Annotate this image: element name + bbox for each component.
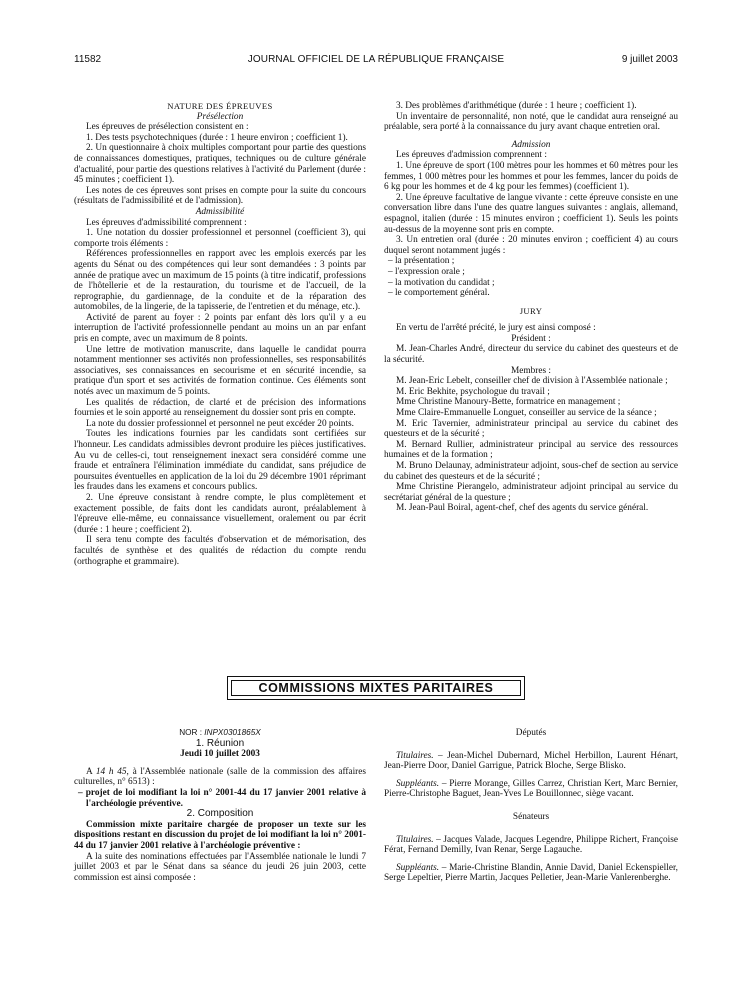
subheading-admissibilite: Admissibilité (195, 206, 245, 217)
paragraph (384, 779, 678, 800)
heading-composition: 2. Composition (186, 808, 254, 820)
senateurs-suppleants: – Marie-Christine Blandin, Annie David, Daniel Eckenspieller, Serge Lepeltier, Pierre Martin, Jacques Pelletier, Jean-Marie Vanlerenberghe. (384, 862, 678, 884)
nor-reference (74, 728, 366, 739)
list-item: – la présentation ; (388, 256, 455, 267)
paragraph: En vertu de l'arrêté précité, le jury est ainsi composé : (396, 323, 596, 334)
reunion-time: 14 h 45 (95, 766, 127, 777)
paragraph: Les épreuves d'admission comprennent : (396, 150, 547, 161)
paragraph: Une lettre de motivation manuscrite, dans laquelle le candidat pourra notamment mentionner ses activités non professionnelles, ses responsabilités associatives, ses connaissances en secourisme et en sécurité incendie, sa pratique d'un sport et ses activités de formation continue. Ces éléments sont notés avec un maximum de 5 points. (74, 344, 366, 398)
paragraph: Les qualités de rédaction, de clarté et de précision des informations fournies et le soin apporté au renseignement du dossier sont pris en compte. (74, 397, 366, 419)
section-heading-nature: NATURE DES ÉPREUVES (167, 101, 273, 111)
paragraph: Un inventaire de personnalité, non noté, que le candidat aura renseigné au préalable, sera porté à la connaissance du jury avant chaque entretien oral. (384, 111, 678, 133)
label-membres: Membres : (510, 365, 552, 376)
member-entry: Mme Christine Pierangelo, administrateur adjoint principal au service du secrétariat général de la questure ; (384, 482, 678, 503)
column-right-bottom (384, 728, 678, 884)
list-item: – le comportement général. (388, 288, 490, 299)
deputes-suppleants: – Pierre Morange, Gilles Carrez, Christian Kert, Marc Bernier, Pierre-Christophe Baguet, Jean-Yves Le Bouillonnec, siège vacant. (384, 778, 678, 800)
paragraph: Commission mixte paritaire chargée de proposer un texte sur les dispositions restant en discussion du projet de loi modifiant la loi n° 2001-44 du 17 janvier 2001 relative à l'archéologie préventive : (74, 819, 366, 851)
issue-date: 9 juillet 2003 (621, 54, 678, 65)
column-right-top (384, 101, 678, 514)
paragraph: 1. Une épreuve de sport (100 mètres pour les hommes et 60 mètres pour les femmes, 1 000 mètres pour les hommes et pour les femmes, lancer du poids de 6 kg pour les hommes et de 4 kg pour les femmes) (coefficient 1). (384, 160, 678, 193)
section-heading-jury: JURY (519, 305, 543, 316)
subheading-preselection: Présélection (196, 111, 244, 122)
column-left-bottom (74, 728, 366, 883)
paragraph: Activité de parent au foyer : 2 points par enfant dès lors qu'il y a eu interruption de l'activité professionnelle pendant au moins un an par enfant pris en compte, avec un maximum de 8 points. (74, 312, 366, 345)
nor-label: NOR : (179, 728, 202, 737)
heading-deputes: Députés (515, 728, 547, 738)
reunion-text: , à l'Assemblée nationale (salle de la commission des affaires culturelles, n° 6513) : (74, 766, 367, 788)
paragraph (384, 835, 678, 856)
label-suppleants: Suppléants. (396, 778, 440, 789)
paragraph: 2. Une épreuve facultative de langue vivante : cette épreuve consiste en une conversation libre dans l'une des quatre langues suivantes : anglais, allemand, espagnol, italien (durée : 15 minutes environ ; coefficient 1). Seuls les points au-dessus de la moyenne sont pris en compte. (384, 192, 678, 235)
paragraph: 3. Un entretien oral (durée : 20 minutes environ ; coefficient 4) au cours duquel seront notamment jugés : (384, 235, 678, 256)
paragraph: Références professionnelles en rapport avec les emplois exercés par les agents du Sénat ou des compétences qui leur sont demandées : 3 points par année de pratique avec un maximum de 15 points (à titre indicatif, professions de l'hôtellerie et de la restauration, du tourisme et de l'accueil, de la reprographie, du gardiennage, de la conduite et de la réparation des automobiles, de la lingerie, de la tapisserie, de l'entretien et du ménage, etc.). (74, 249, 366, 313)
member-entry: Mme Claire-Emmanuelle Longuet, conseiller au service de la séance ; (396, 408, 657, 419)
paragraph (384, 751, 678, 772)
heading-reunion: 1. Réunion (195, 737, 245, 749)
section-banner (227, 676, 525, 700)
paragraph: La note du dossier professionnel et personnel ne peut excéder 20 points. (86, 418, 354, 429)
senateurs-titulaires: – Jacques Valade, Jacques Legendre, Philippe Richert, Françoise Férat, Fernand Demilly, Ivan Renar, Serge Lagauche. (384, 834, 678, 856)
paragraph: 3. Des problèmes d'arithmétique (durée : 1 heure ; coefficient 1). (396, 101, 637, 111)
paragraph (384, 863, 678, 884)
nor-code: INPX0301865X (204, 728, 261, 737)
paragraph: Il sera tenu compte des facultés d'observation et de mémorisation, des facultés de synthèse et des qualités de rédaction du compte rendu (orthographe et grammaire). (74, 535, 366, 567)
label-titulaires: Titulaires. (396, 834, 434, 845)
label-president: Président : (511, 333, 551, 344)
subheading-admission: Admission (511, 139, 551, 150)
paragraph: M. Jean-Charles André, directeur du service du cabinet des questeurs et de la sécurité. (384, 344, 678, 366)
journal-title: JOURNAL OFFICIEL DE LA RÉPUBLIQUE FRANÇAISE (247, 54, 505, 65)
list-item: – l'expression orale ; (388, 266, 465, 277)
member-entry: Mme Christine Manoury-Bette, formatrice en management ; (396, 397, 621, 408)
paragraph: Les épreuves de présélection consistent en : (86, 122, 249, 133)
paragraph: 1. Des tests psychotechniques (durée : 1 heure environ ; coefficient 1). (86, 132, 348, 143)
label-titulaires: Titulaires. (396, 750, 434, 761)
member-entry: M. Bruno Delaunay, administrateur adjoint, sous-chef de section au service du cabinet des questeurs et de la sécurité ; (384, 461, 678, 482)
member-entry: M. Jean-Paul Boiral, agent-chef, chef des agents du service général. (396, 503, 649, 514)
page-number: 11582 (74, 54, 102, 65)
paragraph: 1. Une notation du dossier professionnel et personnel (coefficient 3), qui comporte trois éléments : (74, 228, 366, 249)
deputes-titulaires: – Jean-Michel Dubernard, Michel Herbillon, Laurent Hénart, Jean-Pierre Door, Daniel Garrigue, Patrick Bloche, Serge Blisko. (384, 750, 678, 772)
list-item: – la motivation du candidat ; (388, 277, 495, 288)
paragraph: 2. Un questionnaire à choix multiples comportant pour partie des questions de connaissances domestiques, pratiques, techniques ou de culture générale d'actualité, pour partie des questions relatives à l'activité du Parlement (durée : 45 minutes ; coefficient 1). (74, 143, 366, 186)
banner-title: COMMISSIONS MIXTES PARITAIRES (258, 681, 494, 695)
reunion-pre: A (86, 766, 93, 777)
member-entry: M. Jean-Eric Lebelt, conseiller chef de division à l'Assemblée nationale ; (396, 376, 668, 387)
reunion-date: Jeudi 10 juillet 2003 (180, 749, 260, 760)
paragraph: 2. Une épreuve consistant à rendre compte, le plus complètement et exactement possible, de faits dont les candidats auront, préalablement à l'épreuve elle-même, eu connaissance visuellement, oralement ou par écrit (durée : 1 heure ; coefficient 2). (74, 492, 366, 535)
paragraph: Toutes les indications fournies par les candidats sont certifiées sur l'honneur. Les candidats admissibles devront produire les pièces justificatives. Au vu de celles-ci, tout renseignement inexact sera considéré comme une fraude et entraînera l'élimination immédiate du candidat, sans préjudice de poursuites éventuelles en application de la loi du 29 décembre 1901 réprimant les fraudes dans les examens et concours publics. (74, 429, 366, 493)
member-entry: M. Eric Bekhite, psychologue du travail ; (396, 386, 550, 397)
heading-senateurs: Sénateurs (512, 811, 550, 822)
paragraph: A la suite des nominations effectuées par l'Assemblée nationale le lundi 7 juillet 2003 et par le Sénat dans sa séance du jeudi 26 juin 2003, cette commission est ainsi composée : (74, 851, 366, 883)
member-entry: M. Eric Tavernier, administrateur principal au service du cabinet des questeurs et de la sécurité ; (384, 418, 678, 440)
paragraph (74, 767, 366, 788)
member-entry: M. Bernard Rullier, administrateur principal au service des ressources humaines et de la formation ; (384, 439, 678, 461)
label-suppleants: Suppléants. (396, 862, 440, 873)
page-header (74, 54, 678, 68)
column-left-top (74, 101, 366, 567)
paragraph: Les notes de ces épreuves sont prises en compte pour la suite du concours (résultats de l'admissibilité et de l'admission). (74, 185, 366, 207)
projet-line: – projet de loi modifiant la loi n° 2001-44 du 17 janvier 2001 relative à l'archéologie préventive. (78, 787, 366, 809)
paragraph: Les épreuves d'admissibilité comprennent : (86, 217, 247, 228)
